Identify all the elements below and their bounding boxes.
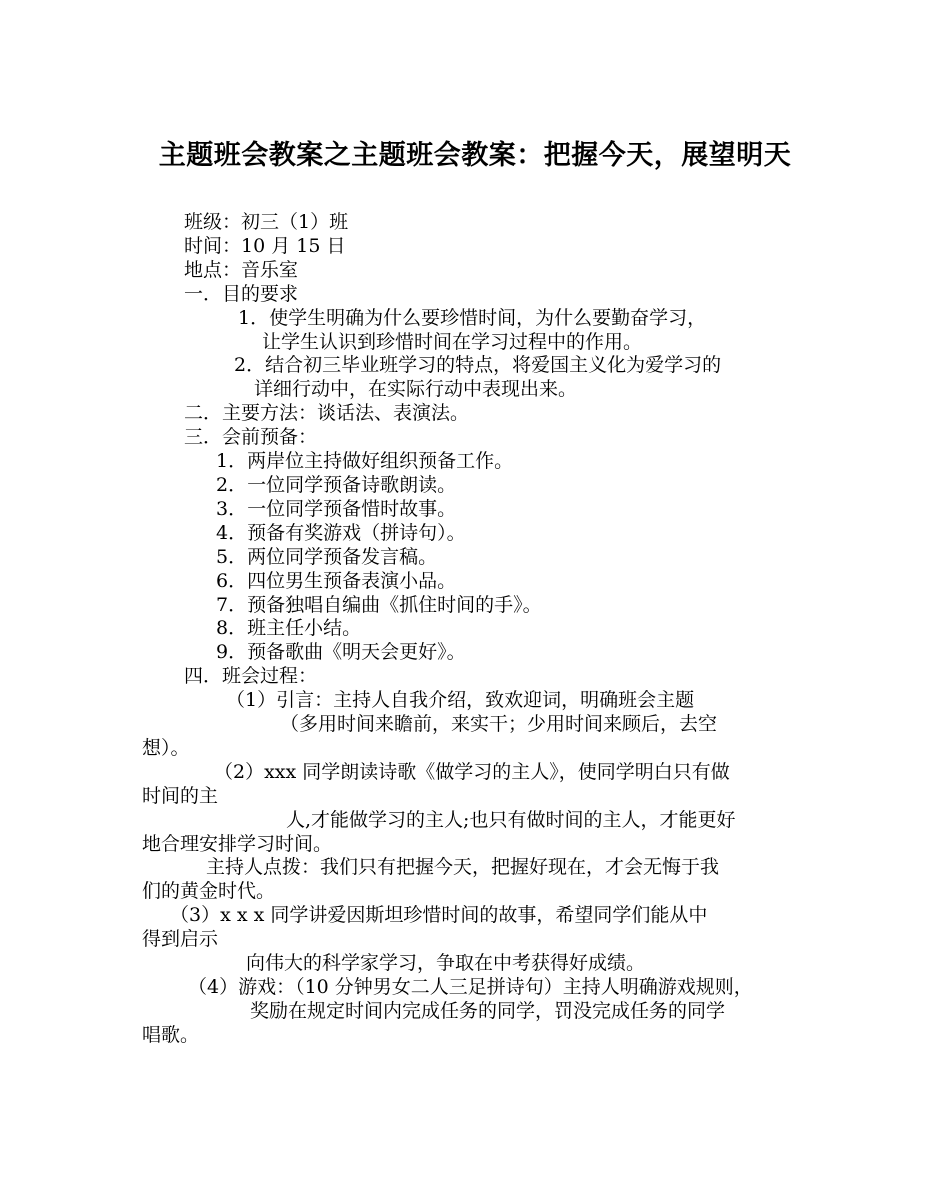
- section-heading-preparation: 三．会前预备：: [184, 426, 318, 449]
- section-heading-process: 四．班会过程：: [184, 665, 318, 688]
- prep-item: 5．两位同学预备发言稿。: [216, 545, 438, 568]
- prep-item: 8．班主任小结。: [216, 617, 362, 640]
- prep-item: 3．一位同学预备惜时故事。: [216, 497, 457, 520]
- goal-item-1: 1．使学生明确为什么要珍惜时间，为什么要勤奋学习，: [238, 306, 707, 329]
- host-comment-cont: 们的黄金时代。: [142, 880, 276, 903]
- text-line-class: 班级：初三（1）班: [184, 211, 349, 233]
- prep-item: 4．预备有奖游戏（拼诗句）。: [216, 521, 466, 544]
- section-heading-goals: 一．目的要求: [184, 282, 299, 305]
- process-step-1-cont: 想）。: [142, 736, 190, 759]
- process-step-2-cont: 地合理安排学习时间。: [142, 832, 333, 855]
- process-step-3-cont: 向伟大的科学家学习，争取在中考获得好成绩。: [246, 952, 646, 975]
- host-comment: 主持人点拨：我们只有把握今天，把握好现在，才会无悔于我: [206, 856, 720, 879]
- process-step-2-cont: 人,才能做学习的主人;也只有做时间的主人，才能更好: [286, 808, 736, 831]
- prep-item: 1．两岸位主持做好组织预备工作。: [216, 450, 514, 473]
- prep-item: 9．预备歌曲《明天会更好》。: [216, 641, 466, 664]
- prep-item: 2．一位同学预备诗歌朗读。: [216, 473, 457, 496]
- page-title: 主题班会教案之主题班会教案：把握今天，展望明天: [158, 140, 792, 171]
- process-step-2: （2）xxx 同学朗读诗歌《做学习的主人》，使同学明白只有做: [214, 760, 730, 783]
- process-step-1: （1）引言：主持人自我介绍，致欢迎词，明确班会主题: [226, 689, 695, 712]
- process-step-4-cont: 奖励在规定时间内完成任务的同学，罚没完成任务的同学: [250, 999, 726, 1022]
- process-step-2-cont: 时间的主: [142, 784, 219, 807]
- section-heading-methods: 二．主要方法：谈话法、表演法。: [184, 402, 470, 425]
- text-line-time: 时间：10 月 15 日: [184, 234, 346, 257]
- process-step-4-cont: 唱歌。: [142, 1023, 200, 1046]
- goal-item-2: 2．结合初三毕业班学习的特点，将爱国主义化为爱学习的: [234, 354, 722, 377]
- document-body: [142, 211, 822, 1048]
- prep-item: 6．四位男生预备表演小品。: [216, 569, 457, 592]
- prep-item: 7．预备独唱自编曲《抓住时间的手》。: [216, 593, 542, 616]
- process-step-4: （4）游戏：（10 分钟男女二人三足拼诗句）主持人明确游戏规则，: [188, 976, 753, 998]
- process-step-3: （3）x x x 同学讲爱因斯坦珍惜时间的故事，希望同学们能从中: [170, 904, 708, 927]
- process-step-3-cont: 得到启示: [142, 928, 219, 951]
- goal-item-1-cont: 让学生认识到珍惜时间在学习过程中的作用。: [262, 330, 643, 353]
- text-line-place: 地点：音乐室: [184, 258, 299, 281]
- process-step-1-cont: （多用时间来瞻前，来实干；少用时间来顾后，去空: [280, 713, 718, 736]
- goal-item-2-cont: 详细行动中，在实际行动中表现出来。: [254, 378, 578, 401]
